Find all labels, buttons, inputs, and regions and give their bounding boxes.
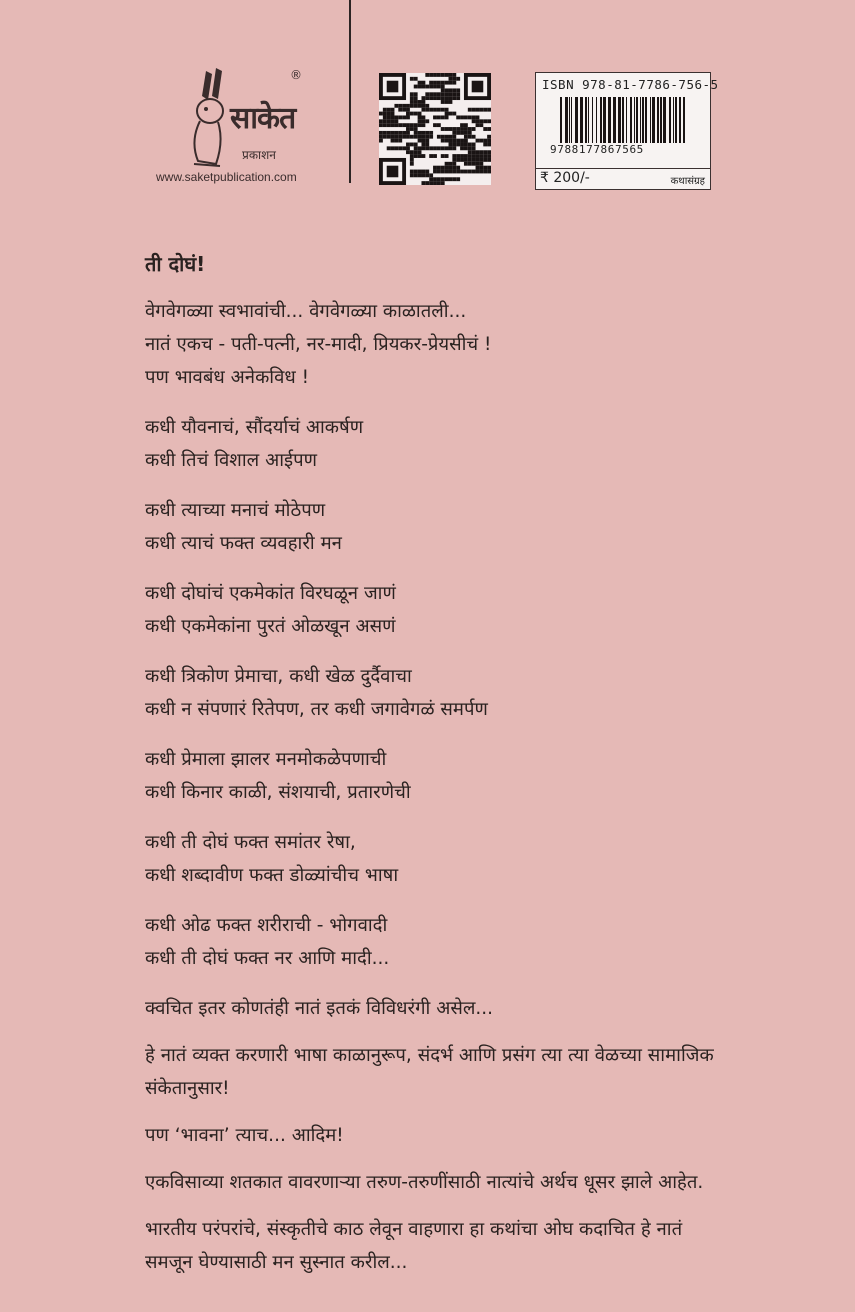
stanza-line: कधी किनार काळी, संशयाची, प्रतारणेची	[145, 782, 411, 803]
website-link[interactable]: www.saketpublication.com	[156, 170, 297, 184]
stanza-line: कधी ती दोघं फक्त नर आणि मादी...	[145, 948, 390, 969]
publisher-name: साकेत	[230, 101, 296, 136]
price: ₹ 200/-	[540, 170, 590, 186]
stanza	[145, 909, 725, 975]
stanza	[145, 577, 725, 643]
stanza	[145, 660, 725, 726]
stanza-line: कधी तिचं विशाल आईपण	[145, 450, 317, 471]
stanza-line: कधी एकमेकांना पुरतं ओळखून असणं	[145, 616, 396, 637]
stanza-line: कधी न संपणारं रितेपण, तर कधी जगावेगळं समर्पण	[145, 699, 488, 720]
stanza-line: कधी त्याच्या मनाचं मोठेपण	[145, 500, 326, 521]
stanza	[145, 411, 725, 477]
stanza	[145, 743, 725, 809]
stanza-line: कधी त्याचं फक्त व्यवहारी मन	[145, 533, 342, 554]
barcode	[560, 97, 688, 143]
paragraph: एकविसाव्या शतकात वावरणाऱ्या तरुण-तरुणींसाठी नात्यांचे अर्थच धूसर झाले आहेत.	[145, 1172, 704, 1193]
stanza-line: कधी यौवनाचं, सौंदर्याचं आकर्षण	[145, 417, 364, 438]
price-row	[536, 168, 710, 190]
stanza-line: कधी शब्दावीण फक्त डोळ्यांचीच भाषा	[145, 865, 399, 886]
divider-line	[349, 0, 351, 183]
stanza-line: वेगवेगळ्या स्वभावांची... वेगवेगळ्या काळातली...	[145, 301, 467, 322]
stanza-line: कधी दोघांचं एकमेकांत विरघळून जाणं	[145, 583, 396, 604]
prose	[145, 992, 725, 1279]
book-title: ती दोघं!	[145, 252, 206, 276]
stanza	[145, 826, 725, 892]
barcode-box	[535, 72, 719, 190]
paragraph: क्वचित इतर कोणतंही नातं इतकं विविधरंगी असेल...	[145, 998, 494, 1019]
stanza-line: नातं एकच - पती-पत्नी, नर-मादी, प्रियकर-प्रेयसीचं !	[145, 334, 492, 355]
barcode-number: 9788177867565	[550, 143, 644, 156]
registered-mark: ®	[290, 68, 302, 82]
qr-code[interactable]	[379, 73, 491, 185]
paragraph: भारतीय परंपरांचे, संस्कृतीचे काठ लेवून वाहणारा हा कथांचा ओघ कदाचित हे नातं समजून घेण्यासाठी मन सुस्नात करील...	[145, 1219, 683, 1273]
stanza-line: कधी प्रेमाला झालर मनमोकळेपणाची	[145, 749, 387, 770]
poem	[145, 295, 725, 975]
blurb	[145, 250, 725, 1293]
paragraph: पण ‘भावना’ त्याच... आदिम!	[145, 1125, 344, 1146]
stanza-line: पण भावबंध अनेकविध !	[145, 367, 310, 388]
stanza-line: कधी ती दोघं फक्त समांतर रेषा,	[145, 832, 356, 853]
stanza	[145, 295, 725, 394]
isbn-label: ISBN 978-81-7786-756-5	[542, 77, 719, 92]
publisher-logo	[186, 66, 316, 176]
paragraph: हे नातं व्यक्त करणारी भाषा काळानुरूप, संदर्भ आणि प्रसंग त्या त्या वेळच्या सामाजिक संकेतानुसार!	[145, 1045, 714, 1099]
publisher-sub: प्रकाशन	[242, 148, 276, 162]
stanza	[145, 494, 725, 560]
stanza-line: कधी त्रिकोण प्रेमाचा, कधी खेळ दुर्दैवाचा	[145, 666, 412, 687]
stanza-line: कधी ओढ फक्त शरीराची - भोगवादी	[145, 915, 388, 936]
genre-label: कथासंग्रह	[670, 176, 705, 187]
